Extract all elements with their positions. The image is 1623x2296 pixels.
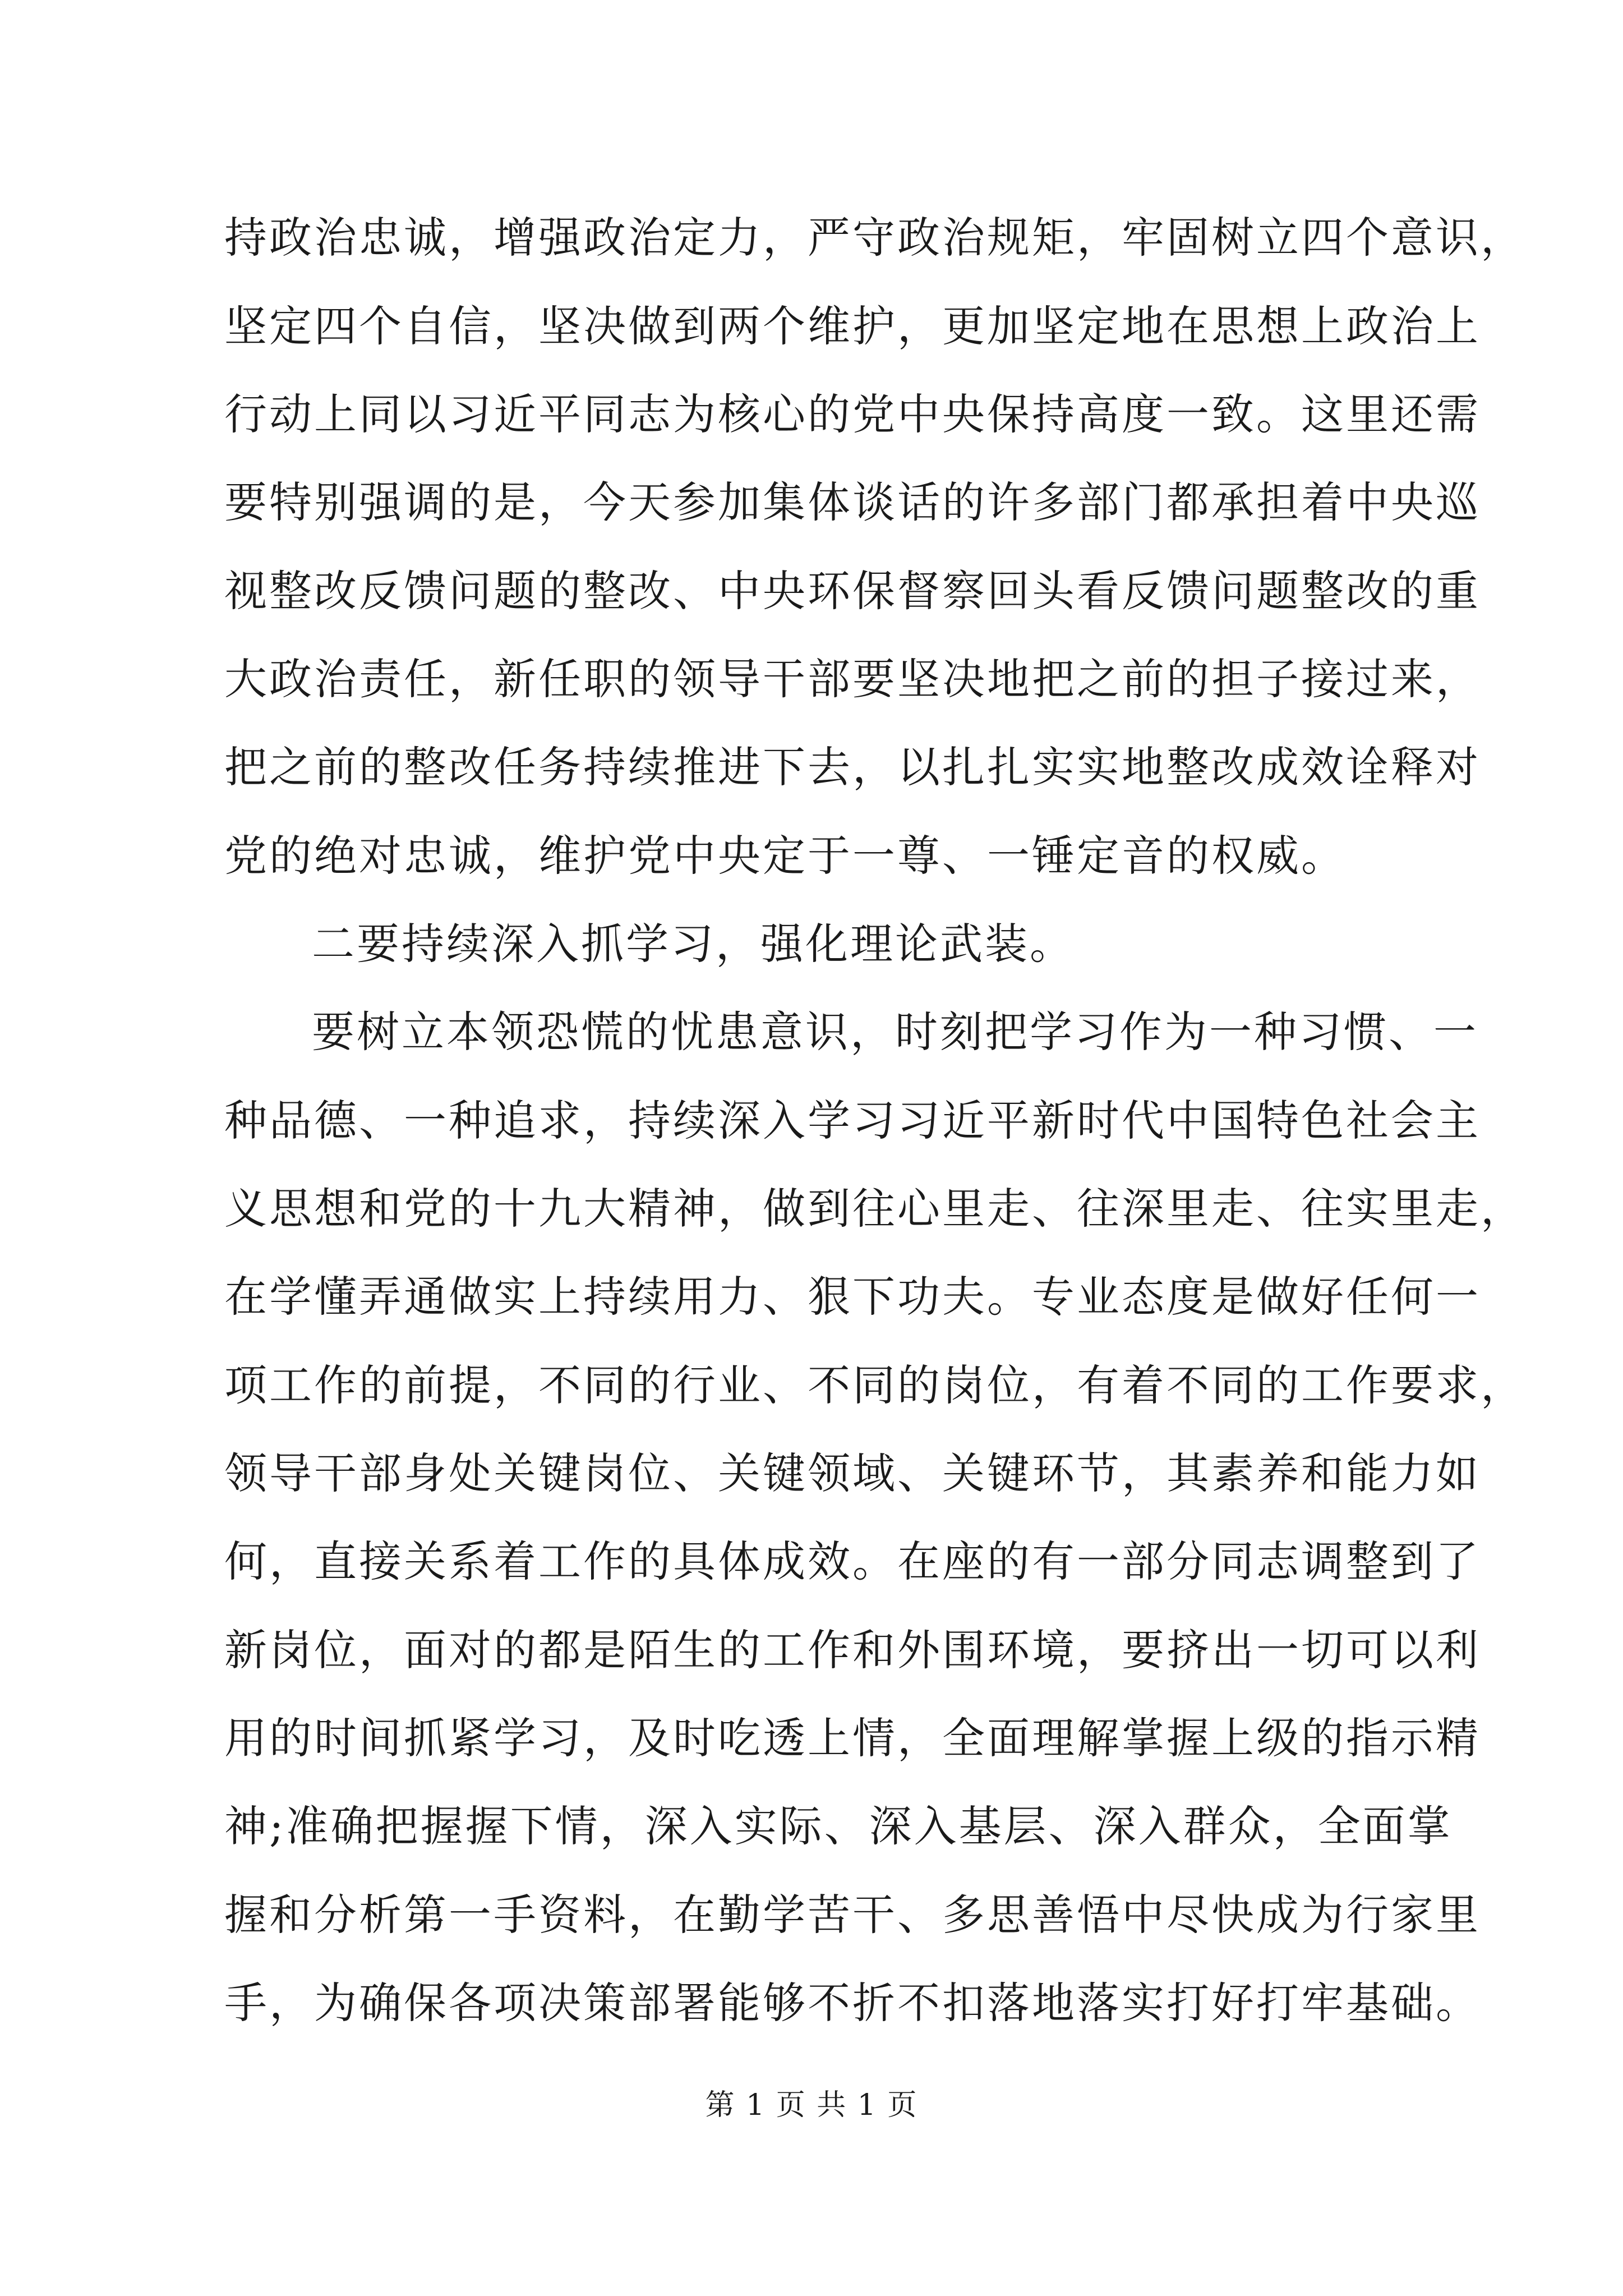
text-line: 神;准确把握握下情，深入实际、深入基层、深入群众，全面掌 <box>224 1801 1453 1851</box>
paragraph-start-line: 要树立本领恐慌的忧患意识，时刻把学习作为一种习惯、一 <box>312 1007 1478 1057</box>
text-line: 把之前的整改任务持续推进下去，以扎扎实实地整改成效诠释对 <box>224 742 1481 792</box>
text-line: 用的时间抓紧学习，及时吃透上情，全面理解掌握上级的指示精 <box>224 1713 1481 1763</box>
text-line: 项工作的前提，不同的行业、不同的岗位，有着不同的工作要求， <box>224 1360 1525 1410</box>
text-line: 新岗位，面对的都是陌生的工作和外围环境，要挤出一切可以利 <box>224 1625 1481 1675</box>
text-line: 何，直接关系着工作的具体成效。在座的有一部分同志调整到了 <box>224 1536 1481 1586</box>
section-heading: 二要持续深入抓学习，强化理论武装。 <box>312 919 1075 969</box>
text-line: 握和分析第一手资料，在勤学苦干、多思善悟中尽快成为行家里 <box>224 1890 1481 1940</box>
text-line: 视整改反馈问题的整改、中央环保督察回头看反馈问题整改的重 <box>224 566 1481 616</box>
text-line: 要特别强调的是，今天参加集体谈话的许多部门都承担着中央巡 <box>224 477 1481 527</box>
text-line: 手，为确保各项决策部署能够不折不扣落地落实打好打牢基础。 <box>224 1978 1481 2028</box>
page-number-footer: 第 1 页 共 1 页 <box>705 2088 918 2122</box>
text-line: 种品德、一种追求，持续深入学习习近平新时代中国特色社会主 <box>224 1096 1481 1145</box>
text-line: 大政治责任，新任职的领导干部要坚决地把之前的担子接过来， <box>224 654 1481 704</box>
text-line: 行动上同以习近平同志为核心的党中央保持高度一致。这里还需 <box>224 389 1481 439</box>
text-line: 在学懂弄通做实上持续用力、狠下功夫。专业态度是做好任何一 <box>224 1272 1481 1322</box>
text-line: 党的绝对忠诚，维护党中央定于一尊、一锤定音的权威。 <box>224 831 1346 881</box>
text-line: 坚定四个自信，坚决做到两个维护，更加坚定地在思想上政治上 <box>224 301 1481 351</box>
text-line: 义思想和党的十九大精神，做到往心里走、往深里走、往实里走， <box>224 1184 1525 1234</box>
text-line: 领导干部身处关键岗位、关键领域、关键环节，其素养和能力如 <box>224 1448 1481 1498</box>
text-line: 持政治忠诚，增强政治定力，严守政治规矩，牢固树立四个意识， <box>224 213 1525 263</box>
